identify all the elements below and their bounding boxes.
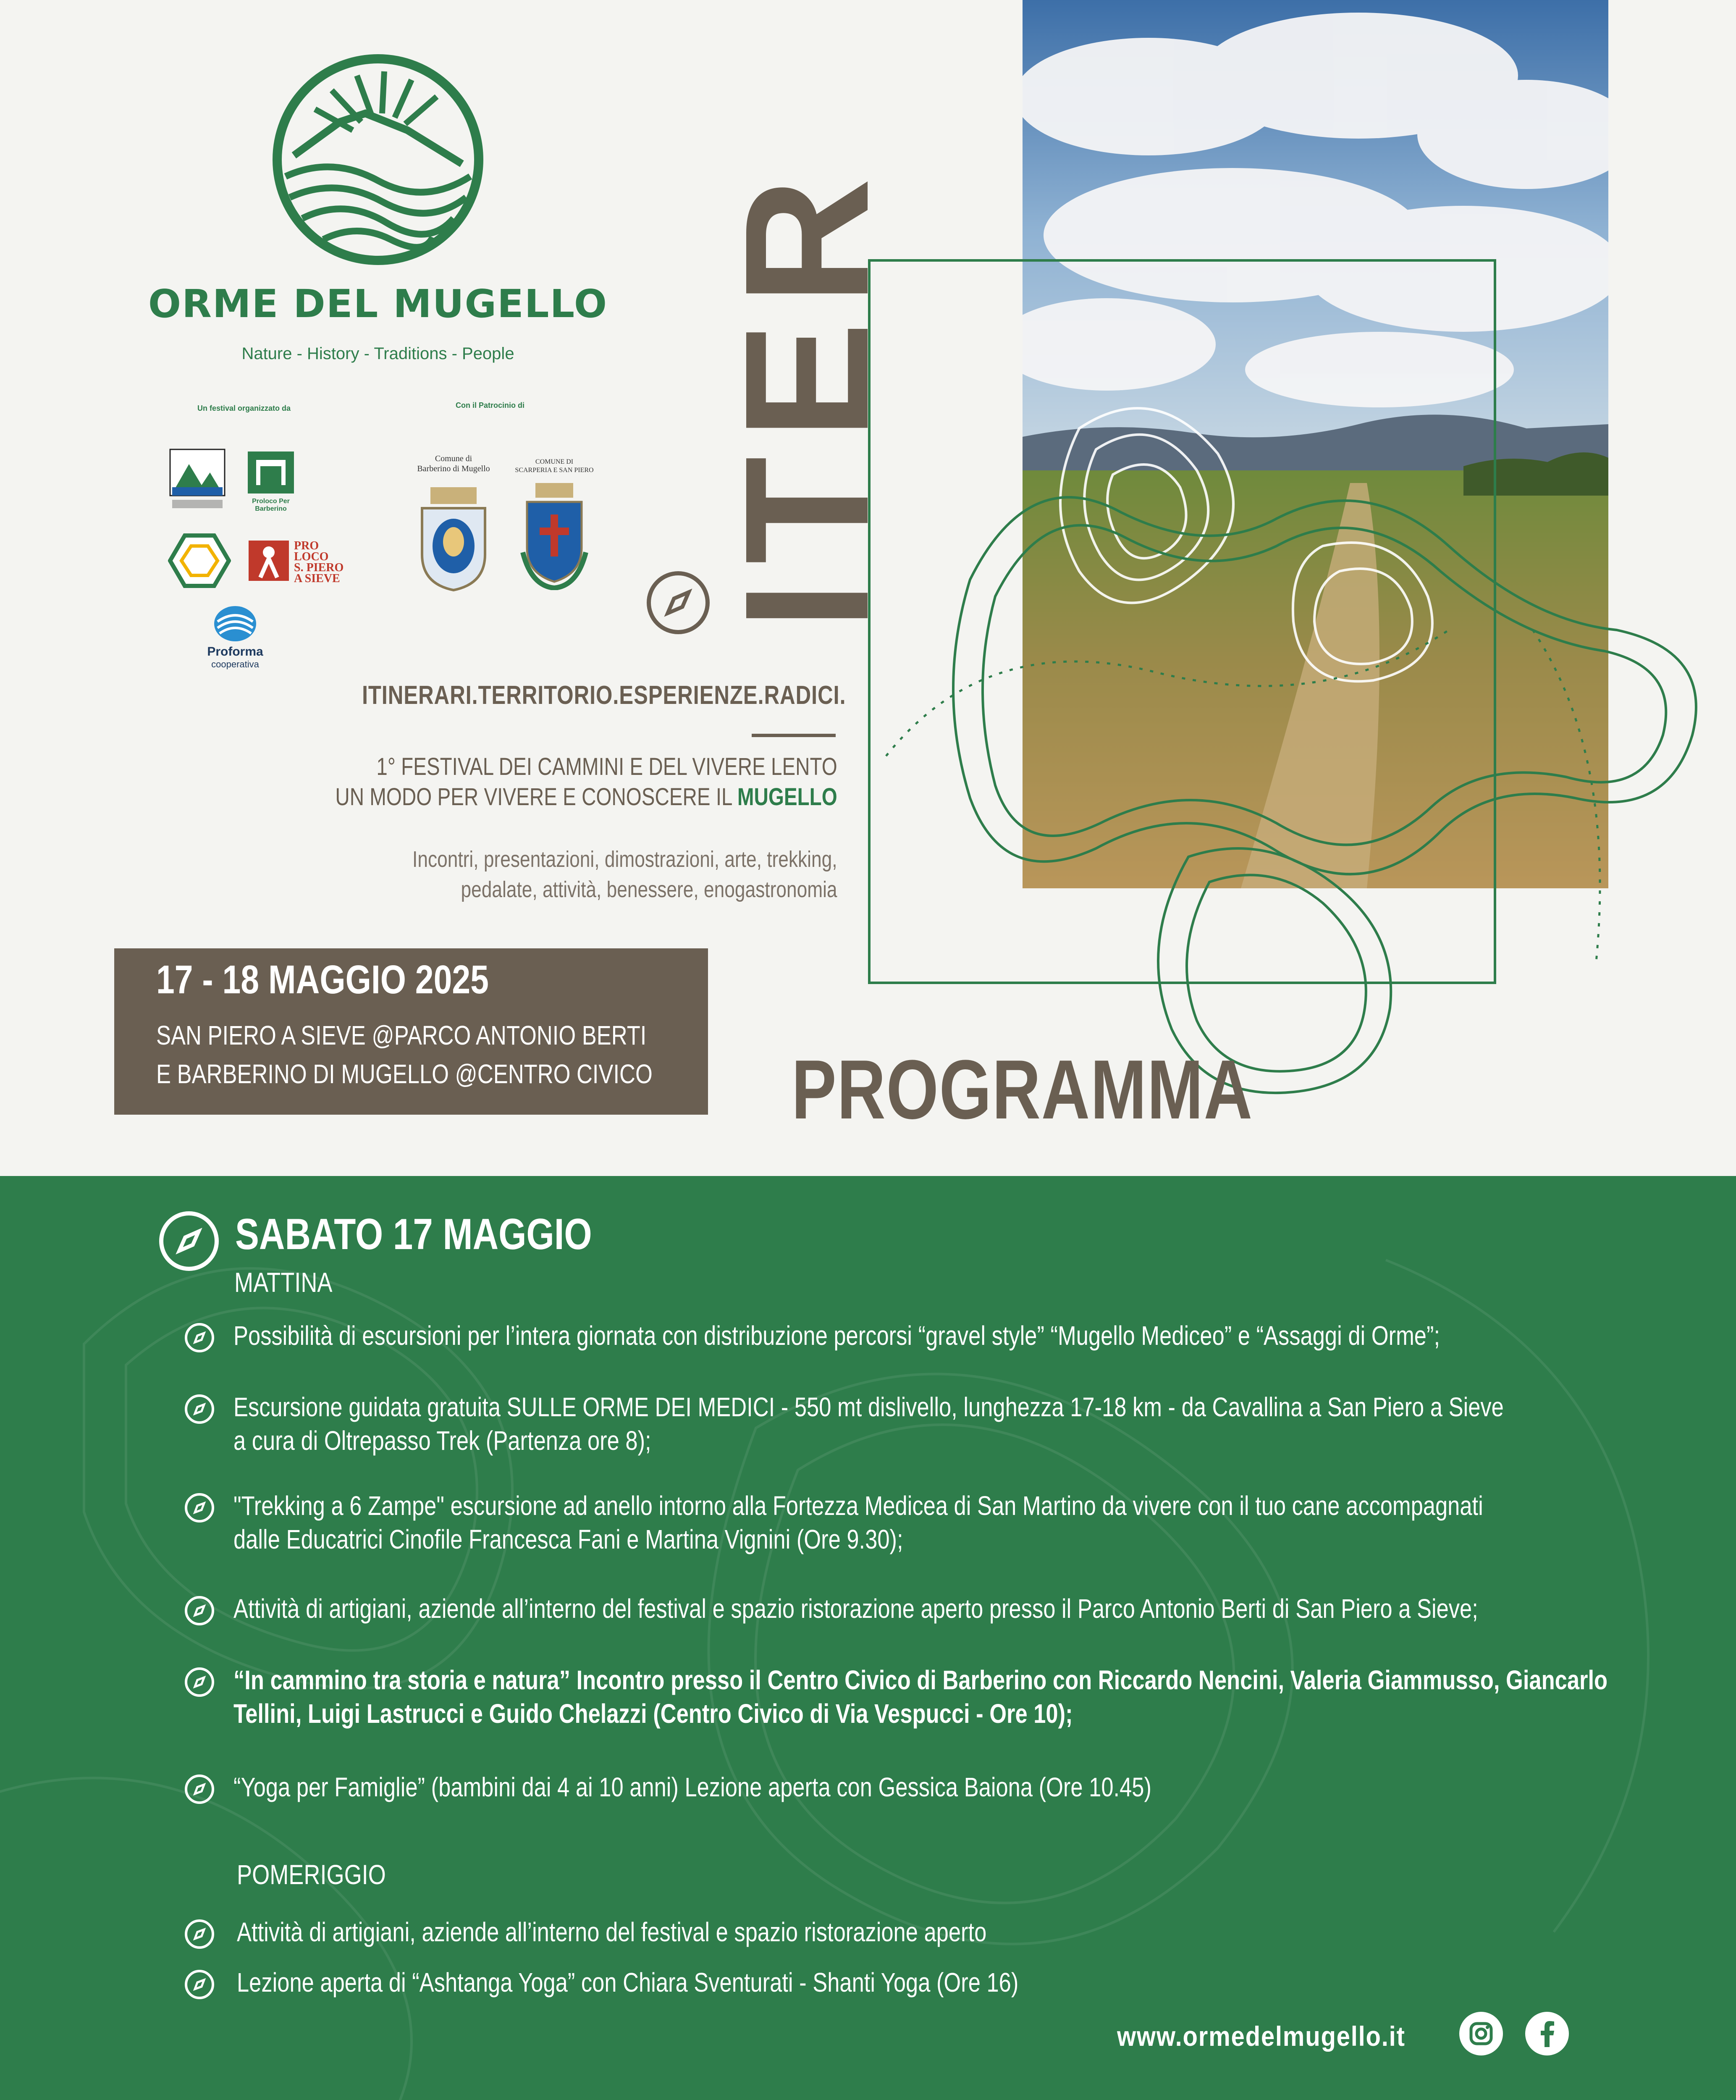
iter-title: ITER bbox=[708, 161, 905, 630]
bullet-compass-icon bbox=[185, 1596, 214, 1625]
website-link[interactable]: www.ormedelmugello.it bbox=[1117, 2021, 1406, 2052]
item-line: Tellini, Luigi Lastrucci e Guido Chelazzi (Centro Civico di Via Vespucci - Ore 10); bbox=[233, 1698, 1073, 1729]
item-line: dalle Educatrici Cinofile Francesca Fani e Martina Vignini (Ore 9.30); bbox=[233, 1524, 903, 1554]
sponsor-la-gotta-ulivi bbox=[168, 533, 231, 588]
bullet-compass-icon bbox=[185, 1919, 214, 1949]
compass-icon bbox=[157, 1210, 220, 1273]
program-item-highlight bbox=[233, 1663, 1608, 1730]
instagram-icon[interactable] bbox=[1459, 2012, 1503, 2055]
program-item bbox=[233, 1390, 1504, 1457]
proloco-sanpiero-line1: PRO bbox=[294, 539, 319, 552]
festival-line-1: 1° FESTIVAL DEI CAMMINI E DEL VIVERE LENTO bbox=[376, 753, 837, 780]
organized-by-label: Un festival organizzato da bbox=[197, 404, 291, 412]
bullet-compass-icon bbox=[185, 1970, 214, 1999]
festival-description bbox=[336, 752, 837, 812]
patron-barberino-line2: Barberino di Mugello bbox=[417, 464, 490, 473]
date-location-box bbox=[114, 948, 708, 1115]
tagline-divider bbox=[752, 734, 836, 737]
program-item bbox=[237, 1966, 1018, 1999]
program-item bbox=[233, 1319, 1440, 1352]
patron-scarperia-line1: COMUNE DI bbox=[535, 458, 574, 465]
program-item bbox=[233, 1770, 1151, 1804]
program-section bbox=[0, 1176, 1736, 2100]
item-line: Lezione aperta di “Ashtanga Yoga” con Chiara Sventurati - Shanti Yoga (Ore 16) bbox=[237, 1967, 1019, 1998]
bullet-compass-icon bbox=[185, 1323, 214, 1352]
bullet-compass-icon bbox=[185, 1774, 214, 1804]
contour-decoration bbox=[861, 252, 1722, 1134]
program-item bbox=[233, 1489, 1483, 1556]
orme-logo bbox=[269, 50, 487, 269]
facebook-icon[interactable] bbox=[1525, 2012, 1569, 2055]
programma-heading: PROGRAMMA bbox=[792, 1043, 1253, 1137]
bullet-compass-icon bbox=[185, 1394, 214, 1424]
proforma-sub: cooperativa bbox=[211, 659, 259, 669]
program-item bbox=[233, 1592, 1478, 1625]
proforma-name: Proforma bbox=[207, 645, 263, 659]
bullet-compass-icon bbox=[185, 1667, 214, 1697]
program-item bbox=[237, 1915, 986, 1949]
item-line: "Trekking a 6 Zampe" escursione ad anello intorno alla Fortezza Medicea di San Martino da vivere con il tuo cane accompagnati bbox=[233, 1491, 1483, 1521]
sponsor-proloco-sanpiero bbox=[248, 540, 349, 586]
item-line: a cura di Oltrepasso Trek (Partenza ore 8); bbox=[233, 1425, 651, 1456]
festival-line-2 bbox=[336, 782, 837, 812]
event-dates: 17 - 18 MAGGIO 2025 bbox=[156, 957, 489, 1002]
proloco-sanpiero-line2: LOCO bbox=[294, 550, 329, 563]
proloco-barberino-label: Proloco Per Barberino bbox=[252, 498, 290, 512]
location-2: E BARBERINO DI MUGELLO @CENTRO CIVICO bbox=[156, 1059, 653, 1089]
sponsor-unione-montana bbox=[168, 447, 227, 510]
proloco-sanpiero-line3: S. PIERO bbox=[294, 561, 344, 574]
patronage-label: Con il Patrocinio di bbox=[456, 401, 525, 410]
item-line: “Yoga per Famiglie” (bambini dai 4 ai 10 anni) Lezione aperta con Gessica Baiona (Ore 10.45) bbox=[233, 1772, 1151, 1802]
location-1: SAN PIERO A SIEVE @PARCO ANTONIO BERTI bbox=[156, 1020, 647, 1050]
activities-list bbox=[412, 844, 837, 905]
item-line: Possibilità di escursioni per l’intera giornata con distribuzione percorsi “gravel style” “Mugello Mediceo” e “Assaggi di Orme”; bbox=[233, 1320, 1440, 1351]
brand-tagline: Nature - History - Traditions - People bbox=[241, 344, 514, 363]
bullet-compass-icon bbox=[185, 1493, 214, 1522]
sponsor-proloco-barberino bbox=[246, 449, 296, 517]
compass-icon bbox=[645, 569, 712, 636]
festival-line-2-text: UN MODO PER VIVERE E CONOSCERE IL bbox=[335, 783, 738, 811]
afternoon-label: POMERIGGIO bbox=[237, 1859, 386, 1890]
festival-tagline: ITINERARI.TERRITORIO.ESPERIENZE.RADICI. bbox=[362, 681, 846, 710]
festival-highlight: MUGELLO bbox=[737, 783, 837, 811]
item-line: Escursione guidata gratuita SULLE ORME DEI MEDICI - 550 mt dislivello, lunghezza 17-18 km - da Cavallina a San Piero a Sieve bbox=[233, 1392, 1504, 1422]
item-line: Attività di artigiani, aziende all’interno del festival e spazio ristorazione aperto presso il Parco Antonio Berti di San Piero a Sieve; bbox=[233, 1593, 1478, 1624]
patron-barberino bbox=[399, 454, 508, 596]
activities-line-1: Incontri, presentazioni, dimostrazioni, arte, trekking, bbox=[412, 847, 837, 872]
day-title: SABATO 17 MAGGIO bbox=[235, 1210, 592, 1259]
activities-line-2: pedalate, attività, benessere, enogastronomia bbox=[461, 877, 837, 902]
proloco-sanpiero-line4: A SIEVE bbox=[294, 572, 340, 585]
item-line: Attività di artigiani, aziende all’interno del festival e spazio ristorazione aperto bbox=[237, 1917, 987, 1947]
patron-scarperia bbox=[504, 458, 605, 596]
background-contours bbox=[0, 1176, 1736, 2100]
patron-scarperia-line2: SCARPERIA E SAN PIERO bbox=[515, 467, 594, 474]
item-line: “In cammino tra storia e natura” Incontro presso il Centro Civico di Barberino con Riccardo Nencini, Valeria Giammusso, Giancarlo bbox=[233, 1665, 1608, 1695]
morning-label: MATTINA bbox=[234, 1267, 333, 1298]
patron-barberino-line1: Comune di bbox=[435, 454, 472, 463]
brand-name: ORME DEL MUGELLO bbox=[148, 281, 608, 326]
sponsor-proforma bbox=[197, 605, 273, 672]
